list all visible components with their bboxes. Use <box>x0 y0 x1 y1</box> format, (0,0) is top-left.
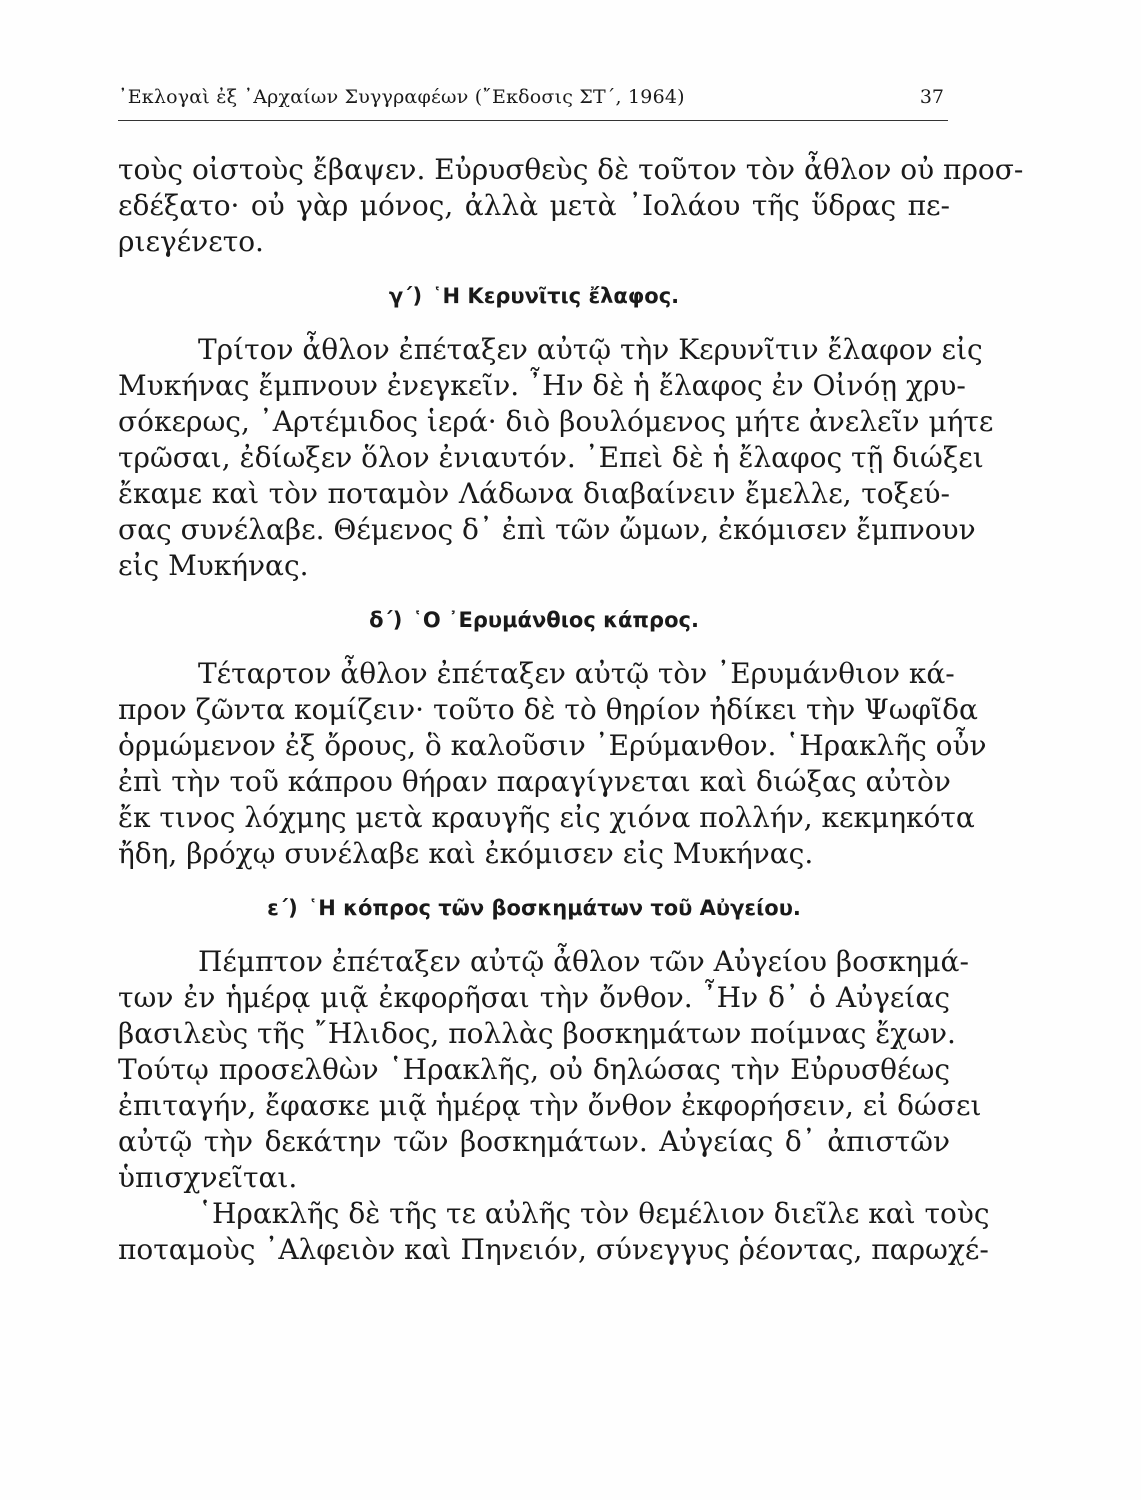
section-title: ῾Η Κερυνῖτις ἔλαφος. <box>432 284 680 308</box>
text-line: Μυκήνας ἔμπνουν ἐνεγκεῖν. ῏Ην δὲ ἡ ἔλαφος ἐν Οἰνόῃ χρυ- <box>118 369 966 402</box>
section-number: γ΄) <box>388 284 423 308</box>
text-line: Τούτῳ προσελθὼν ῾Ηρακλῆς, οὐ δηλώσας τὴν Εὐρυσθέως <box>118 1053 950 1086</box>
running-header <box>118 86 948 121</box>
text-line: ἔκαμε καὶ τὸν ποταμὸν Λάδωνα διαβαίνειν ἔμελλε, τοξεύ- <box>118 477 950 510</box>
section-number: ε΄) <box>267 896 298 920</box>
text-line: ὑπισχνεῖται. <box>118 1161 298 1194</box>
text-line: ἤδη, βρόχῳ συνέλαβε καὶ ἐκόμισεν εἰς Μυκήνας. <box>118 837 814 870</box>
text-line: προν ζῶντα κομίζειν· τοῦτο δὲ τὸ θηρίον ἠδίκει τὴν Ψωφῖδα <box>118 693 978 726</box>
text-line: ἔκ τινος λόχμης μετὰ κραυγῆς εἰς χιόνα πολλήν, κεκμηκότα <box>118 801 975 834</box>
text-line: εἰς Μυκήνας. <box>118 549 309 582</box>
section-heading <box>118 872 950 944</box>
text-line: ριεγένετο. <box>118 225 264 258</box>
header-title: ᾿Εκλογαὶ ἐξ ᾿Αρχαίων Συγγραφέων (῎Εκδοσις ΣΤ΄, 1964) <box>118 86 685 108</box>
text-line: τοὺς οἰστοὺς ἔβαψεν. Εὐρυσθεὺς δὲ τοῦτον τὸν ἆθλον οὐ προσ- <box>118 153 1024 186</box>
text-line: σόκερως, ᾿Αρτέμιδος ἱερά· διὸ βουλόμενος μήτε ἀνελεῖν μήτε <box>118 405 994 438</box>
text-line: Τρίτον ἆθλον ἐπέταξεν αὐτῷ τὴν Κερυνῖτιν ἔλαφον εἰς <box>198 333 983 366</box>
text-line: ποταμοὺς ᾿Αλφειὸν καὶ Πηνειόν, σύνεγγυς ῥέοντας, παρωχέ- <box>118 1233 989 1266</box>
section-heading <box>118 260 950 332</box>
text-line: εδέξατο· οὐ γὰρ μόνος, ἀλλὰ μετὰ ᾿Ιολάου τῆς ὕδρας πε- <box>118 189 950 222</box>
text-line: Πέμπτον ἐπέταξεν αὐτῷ ἆθλον τῶν Αὐγείου βοσκημά- <box>198 945 969 978</box>
body-text <box>118 152 1024 1268</box>
text-line: ἐπὶ τὴν τοῦ κάπρου θήραν παραγίγνεται καὶ διώξας αὐτὸν <box>118 765 951 798</box>
text-line: τρῶσαι, ἐδίωξεν ὅλον ἐνιαυτόν. ᾿Επεὶ δὲ ἡ ἔλαφος τῇ διώξει <box>118 441 984 474</box>
text-line: σας συνέλαβε. Θέμενος δ᾿ ἐπὶ τῶν ὤμων, ἐκόμισεν ἔμπνουν <box>118 513 976 546</box>
text-line: Τέταρτον ἆθλον ἐπέταξεν αὐτῷ τὸν ᾿Ερυμάνθιον κά- <box>198 657 955 690</box>
text-line: αὐτῷ τὴν δεκάτην τῶν βοσκημάτων. Αὐγείας δ᾿ ἀπιστῶν <box>118 1125 950 1158</box>
text-line: βασιλεὺς τῆς ῎Ηλιδος, πολλὰς βοσκημάτων ποίμνας ἔχων. <box>118 1017 956 1050</box>
text-line: των ἐν ἡμέρᾳ μιᾷ ἐκφορῆσαι τὴν ὄνθον. ῏Ην δ᾿ ὁ Αὐγείας <box>118 981 950 1014</box>
section-title: ῾Η κόπρος τῶν βοσκημάτων τοῦ Αὐγείου. <box>307 896 801 920</box>
section-number: δ΄) <box>369 608 403 632</box>
text-line: ῾Ηρακλῆς δὲ τῆς τε αὐλῆς τὸν θεμέλιον διεῖλε καὶ τοὺς <box>198 1197 990 1230</box>
page-number: 37 <box>919 86 944 108</box>
section-title: ῾Ο ᾿Ερυμάνθιος κάπρος. <box>412 608 699 632</box>
section-heading <box>118 584 950 656</box>
text-line: ἐπιταγήν, ἔφασκε μιᾷ ἡμέρᾳ τὴν ὄνθον ἐκφορήσειν, εἰ δώσει <box>118 1089 982 1122</box>
text-line: ὁρμώμενον ἐξ ὄρους, ὃ καλοῦσιν ᾿Ερύμανθον. ῾Ηρακλῆς οὖν <box>118 729 987 762</box>
